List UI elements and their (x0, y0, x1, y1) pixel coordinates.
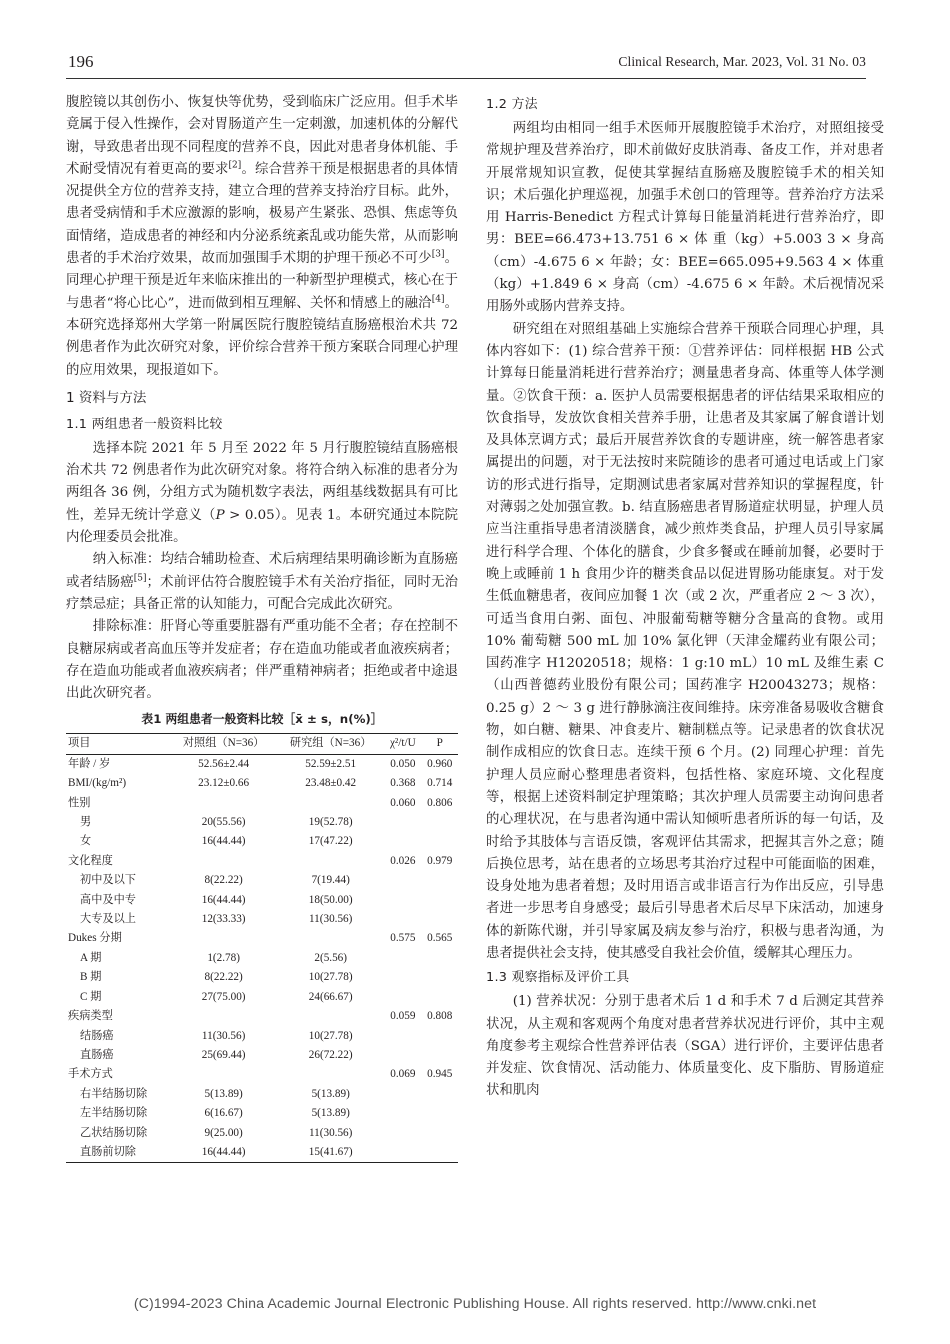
table-cell (170, 929, 277, 948)
table-cell: 8(22.22) (204, 971, 243, 984)
table-cell: 0.806 (427, 796, 453, 809)
table-header-cell: χ²/t/U (389, 737, 416, 750)
table-cell: 高中及中专 (80, 893, 136, 906)
table-cell: 2(5.56) (314, 951, 347, 964)
section-1-3-title: 1.3 观察指标及评价工具 (486, 970, 630, 986)
table-cell (170, 1065, 277, 1084)
table-cell: 0.979 (427, 854, 453, 867)
journal-header: Clinical Research, Mar. 2023, Vol. 31 No. 03 (618, 54, 866, 69)
table-cell (384, 1085, 421, 1104)
table-header-cell: 研究组（N=36） (289, 737, 372, 750)
table-cell: 6(16.67) (204, 1107, 243, 1120)
table-cell: 9(25.00) (204, 1126, 243, 1139)
table-cell: 0.059 (390, 1010, 416, 1023)
section-1-title: 1 资料与方法 (66, 389, 147, 406)
table-cell: 0.808 (427, 1010, 453, 1023)
table-cell (384, 910, 421, 929)
table-cell: 10(27.78) (308, 971, 353, 984)
table-row (66, 1104, 458, 1123)
copyright-footer: (C)1994-2023 China Academic Journal Electronic Publishing House. All rights reserved. http://www.cnki.net (133, 1296, 817, 1312)
table-cell: 25(69.44) (201, 1048, 246, 1061)
exclusion-paragraph: 排除标准：肝肾心等重要脏器有严重功能不全者；存在控制不良糖尿病或者高血压等并发症者；存在造血功能或者血液疾病者；存在造血功能或者血液疾病者；伴严重精神病者；拒绝或者中途退出此次研究者。 (66, 619, 458, 702)
right-column (486, 92, 884, 1103)
table-header-cell: P (436, 737, 443, 750)
table-cell (277, 1065, 384, 1084)
table-cell (421, 1124, 458, 1143)
table-row (66, 852, 458, 871)
table-cell: 年龄 / 岁 (68, 757, 111, 770)
table-cell (421, 813, 458, 832)
table-cell: 手术方式 (68, 1068, 113, 1081)
table-row (66, 832, 458, 851)
table-cell (384, 1046, 421, 1065)
table-cell (421, 949, 458, 968)
table-cell (421, 1143, 458, 1163)
table-cell: 乙状结肠切除 (80, 1126, 148, 1139)
table-cell: 初中及以下 (80, 874, 136, 887)
table-cell: 15(41.67) (308, 1145, 353, 1158)
table-cell (421, 910, 458, 929)
table-cell (384, 1124, 421, 1143)
table-cell (170, 852, 277, 871)
table-1-caption: 表1 两组患者一般资料比较［x̄ ± s，n(%)］ (141, 712, 383, 727)
table-cell (384, 1143, 421, 1163)
table-cell: 直肠癌 (80, 1048, 114, 1061)
table-cell (170, 794, 277, 813)
table-cell (384, 832, 421, 851)
study-group-paragraph: 研究组在对照组基础上实施综合营养干预联合同理心护理，具体内容如下：(1) 综合营养干预：①营养评估：同样根据 HB 公式计算每日能量消耗进行营养治疗；测量患者身高、体重等人体学测量。②饮食干预：a. 医护人员需要根据患者的评估结果采取相应的饮食指导，发放饮食相关营养手册，让患者及其家属了解食谱计划及具体烹调方式；最后开展营养饮食的专题讲座，统一解答患者家属提出的问题，对于无法按时来院随诊的患者可通过电话或上门家访的形式进行指导，定期测试患者家属对营养知识的掌握程度，针对薄弱之处加强宣教。b. 结直肠癌患者胃肠道症状明显，护理人员应当注重指导患者清淡膳食，减少煎炸类食品，护理人员引导家属进行科学合理、个体化的膳食，少食多餐或在睡前加餐，必要时于晚上或睡前 1 h 食用少许的糖类食品以促进胃肠功能康复。对于发生低血糖患者，夜间应加餐 1 次（或 2 次，严重者应 2 ～ 3 次），可适当食用白粥、面包、冲服葡萄糖等糖分含量高的食物。或用 10% 葡萄糖 500 mL 加 10% 氯化钾（天津金耀药业有限公司；国药准字 H12020518；规格：1 g:10 mL）10 mL 及维生素 C（山西普德药业股份有限公司；国药准字 H20043273；规格：0.25 g）2 ～ 3 g 进行静脉滴注夜间维持。床旁准备易吸收含糖食物，如白糖、糖果、冲食麦片、糖制糕点等。记录患者的饮食状况制作成相应的饮食日志。连续干预 6 个月。(2) 同理心护理：首先护理人员应耐心整理患者资料，包括性格、家庭环境、文化程度等，根据上述资料制定护理策略；其次护理人员需要主动询问患者的心理状况，在与患者沟通中需认知倾听患者所诉的每一句话，及时给予其肢体与言语反馈，客观评估其需求，把握其言外之意；随后换位思考，站在患者的立场思考其治疗过程中可能面临的困难，设身处地为患者着想；及时用语言或非语言行为作出反应，引导患者进一步思考自身感受；最后引导患者术后尽早下床活动，加速身体的新陈代谢，并引导家属及病友参与治疗，积极与患者沟通，为患者提供社会支持，使其感受自我社会价值，缓解其心理压力。 (486, 321, 884, 961)
table-cell: 0.060 (390, 796, 416, 809)
table-cell: 19(52.78) (308, 816, 353, 829)
table-cell: Dukes 分期 (68, 932, 122, 945)
table-cell: 26(72.22) (308, 1048, 353, 1061)
table-cell (384, 813, 421, 832)
left-column (66, 92, 458, 1163)
table-cell: B 期 (80, 971, 102, 984)
table-cell: 左半结肠切除 (80, 1107, 148, 1120)
table-cell (421, 871, 458, 890)
table-cell: C 期 (80, 990, 102, 1003)
intro-paragraph: 腹腔镜以其创伤小、恢复快等优势，受到临床广泛应用。但手术毕竟属于侵入性操作，会对胃肠道产生一定刺激，加速机体的分解代谢，导致患者出现不同程度的营养不良，因此对患者身体机能、手术耐受情况有着更高的要求[2]。综合营养干预是根据患者的具体情况提供全方位的营养支持，建立合理的营养支持治疗目标。此外，患者受病情和手术应激源的影响，极易产生紧张、恐惧、焦虑等负面情绪，造成患者的神经和内分泌系统紊乱或功能失常，从而影响患者的手术治疗效果，故而加强围手术期的护理干预必不可少[3]。同理心护理干预是近年来临床推出的一种新型护理模式，核心在于与患者“将心比心”，进而做到相互理解、关怀和情感上的融洽[4]。本研究选择郑州大学第一附属医院行腹腔镜结直肠癌根治术共 72 例患者作为此次研究对象，评价综合营养干预方案联合同理心护理的应用效果，现报道如下。 (66, 95, 459, 378)
table-cell (421, 1104, 458, 1123)
table-cell: 1(2.78) (207, 951, 240, 964)
general-info-paragraph: 选择本院 2021 年 5 月至 2022 年 5 月行腹腔镜结直肠癌根治术共 72 例患者作为此次研究对象。将符合纳入标准的患者分为两组各 36 例，分组方式为随机数字表法，两组基线数据具有可比性，差异无统计学意义（P > 0.05）。见表 1。本研究通过本院院内伦理委员会批准。 (66, 440, 459, 546)
table-cell (277, 1007, 384, 1026)
table-row (66, 813, 458, 832)
table-cell: 直肠前切除 (80, 1145, 136, 1158)
table-cell: 男 (80, 816, 92, 829)
table-row (66, 1143, 458, 1163)
table-row (66, 1124, 458, 1143)
table-cell: 0.575 (390, 932, 416, 945)
table-cell (277, 794, 384, 813)
table-cell: 性别 (68, 796, 91, 809)
table-cell: 16(44.44) (201, 835, 246, 848)
table-cell (421, 1027, 458, 1046)
table-cell: 27(75.00) (201, 990, 246, 1003)
table-cell: 11(30.56) (308, 1126, 353, 1139)
table-cell: 5(13.89) (311, 1107, 350, 1120)
table-row (66, 1027, 458, 1046)
table-row (66, 949, 458, 968)
table-cell (277, 852, 384, 871)
table-cell: 0.565 (427, 932, 453, 945)
table-cell: 23.48±0.42 (305, 777, 357, 790)
table-row (66, 929, 458, 948)
table-header-cell: 项目 (68, 737, 91, 750)
table-cell: A 期 (80, 951, 102, 964)
table-cell: 8(22.22) (204, 874, 243, 887)
table-row (66, 988, 458, 1007)
table-cell (384, 968, 421, 987)
table-row (66, 1085, 458, 1104)
table-cell: 23.12±0.66 (198, 777, 250, 790)
table-cell: BMI/(kg/m²) (68, 777, 127, 790)
page-number: 196 (68, 52, 94, 71)
table-row (66, 968, 458, 987)
table-cell: 16(44.44) (201, 1145, 246, 1158)
table-cell: 0.368 (390, 777, 416, 790)
table-cell: 疾病类型 (68, 1010, 113, 1023)
section-1-1-title: 1.1 两组患者一般资料比较 (66, 416, 223, 432)
table-cell: 52.56±2.44 (198, 757, 250, 770)
table-cell: 5(13.89) (204, 1087, 243, 1100)
table-cell (421, 1085, 458, 1104)
table-cell: 0.945 (427, 1068, 453, 1081)
table-row (66, 891, 458, 910)
table-cell: 7(19.44) (311, 874, 350, 887)
table-cell: 文化程度 (68, 854, 113, 867)
table-cell: 0.050 (390, 757, 416, 770)
table-cell (421, 988, 458, 1007)
table-row (66, 910, 458, 929)
table-cell (384, 949, 421, 968)
table-header-cell: 对照组（N=36） (182, 737, 265, 750)
table-cell: 11(30.56) (201, 1029, 246, 1042)
table-cell: 大专及以上 (80, 913, 136, 926)
table-cell (277, 929, 384, 948)
table-row (66, 794, 458, 813)
table-cell (421, 968, 458, 987)
table-cell: 0.960 (427, 757, 453, 770)
table-cell (421, 832, 458, 851)
table-cell: 10(27.78) (308, 1029, 353, 1042)
table-cell (384, 1104, 421, 1123)
table-cell (384, 1027, 421, 1046)
table-cell (421, 891, 458, 910)
table-row (66, 774, 458, 793)
inclusion-paragraph: 纳入标准：均结合辅助检查、术后病理结果明确诊断为直肠癌或者结肠癌[5]；术前评估符合腹腔镜手术有关治疗指征，同时无治疗禁忌症；具备正常的认知能力，可配合完成此次研究。 (66, 552, 459, 612)
table-row (66, 1065, 458, 1084)
table-cell: 0.714 (427, 777, 453, 790)
header-rule (66, 78, 866, 79)
table-cell (384, 871, 421, 890)
table-cell: 16(44.44) (201, 893, 246, 906)
table-row (66, 871, 458, 890)
table-cell: 12(33.33) (201, 913, 246, 926)
table-cell: 17(47.22) (308, 835, 353, 848)
table-cell: 结肠癌 (80, 1029, 114, 1042)
nutrition-paragraph: (1) 营养状况：分别于患者术后 1 d 和手术 7 d 后测定其营养状况，从主观和客观两个角度对患者营养状况进行评价，其中主观角度参考主观综合性营养评估表（SGA）进行评价，主要评估患者并发症、饮食情况、活动能力、体质量变化、皮下脂肪、胃肠道症状和肌肉 (486, 994, 884, 1099)
table-row (66, 1046, 458, 1065)
table-cell: 5(13.89) (311, 1087, 350, 1100)
table-cell: 52.59±2.51 (305, 757, 357, 770)
table-cell: 0.026 (390, 854, 416, 867)
table-1 (66, 733, 458, 1163)
table-row (66, 754, 458, 774)
method-paragraph: 两组均由相同一组手术医师开展腹腔镜手术治疗，对照组接受常规护理及营养治疗，即术前做好皮肤消毒、备皮工作，并对患者开展常规知识宣教，促使其掌握结直肠癌及腹腔镜手术的相关知识；术后强化护理巡视，加强手术创口的管理等。营养治疗方法采用 Harris-Benedict 方程式计算每日能量消耗进行营养治疗，即男：BEE=66.473+13.751 6 × 体 重（kg）+5.003 3 × 身高（cm）-4.675 6 × 年龄；女：BEE=665.095+9.563 4 × 体重（kg）+1.849 6 × 身高（cm）-4.675 6 × 年龄。术后视情况采用肠外或肠内营养支持。 (486, 121, 884, 315)
section-1-2-title: 1.2 方法 (486, 97, 538, 112)
table-cell: 右半结肠切除 (80, 1087, 148, 1100)
table-cell: 20(55.56) (201, 816, 246, 829)
table-cell: 24(66.67) (308, 990, 353, 1003)
table-cell (384, 988, 421, 1007)
table-cell (384, 891, 421, 910)
table-cell: 18(50.00) (308, 893, 353, 906)
table-row (66, 1007, 458, 1026)
table-cell: 11(30.56) (308, 913, 353, 926)
table-cell: 女 (80, 835, 92, 848)
table-cell (421, 1046, 458, 1065)
table-cell: 0.069 (390, 1068, 416, 1081)
table-cell (170, 1007, 277, 1026)
